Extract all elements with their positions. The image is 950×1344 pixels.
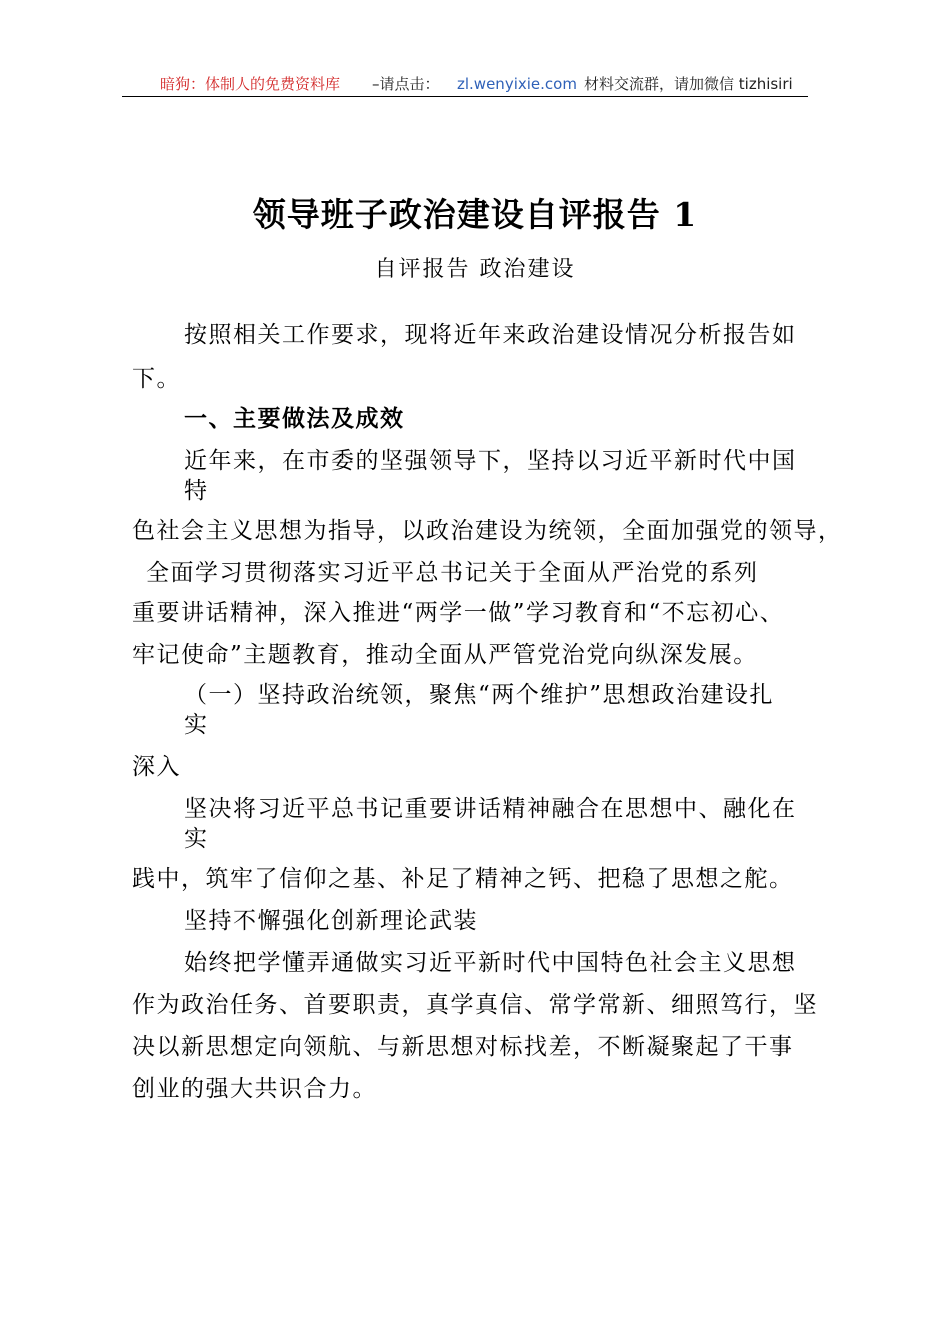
page-header [122, 74, 808, 97]
body-line: 作为政治任务、首要职责，真学真信、常学常新、细照笃行，坚 [132, 992, 818, 1018]
header-click-prompt: –请点击： [372, 75, 440, 93]
header-site-name: 暗狗：体制人的免费资料库 [160, 75, 341, 93]
subsection-heading: 实 [184, 712, 209, 738]
body-line: 坚持不懈强化创新理论武装 [184, 908, 478, 934]
body-line: 始终把学懂弄通做实习近平新时代中国特色社会主义思想 [184, 950, 797, 976]
subsection-heading: （一）坚持政治统领，聚焦“两个维护”思想政治建设扎 [184, 682, 775, 708]
body-line: 全面学习贯彻落实习近平总书记关于全面从严治党的系列 [146, 560, 759, 586]
body-line: 特 [184, 478, 209, 504]
header-wechat-note: 材料交流群，请加微信 tizhisiri [584, 75, 793, 93]
body-line: 牢记使命”主题教育，推动全面从严管党治党向纵深发展。 [132, 642, 758, 668]
body-line: 按照相关工作要求，现将近年来政治建设情况分析报告如 [184, 322, 797, 348]
header-link[interactable]: zl.wenyixie.com [457, 75, 577, 93]
body-line: 近年来，在市委的坚强领导下，坚持以习近平新时代中国 [184, 448, 797, 474]
document-title: 领导班子政治建设自评报告 1 [252, 195, 698, 234]
body-line: 重要讲话精神，深入推进“两学一做”学习教育和“不忘初心、 [132, 600, 785, 626]
document-subtitle: 自评报告 政治建设 [374, 257, 576, 282]
section-heading: 一、主要做法及成效 [184, 405, 405, 432]
body-line: 实 [184, 826, 209, 852]
body-line: 下。 [132, 366, 181, 392]
body-line: 决以新思想定向领航、与新思想对标找差，不断凝聚起了干事 [132, 1034, 794, 1060]
body-line: 坚决将习近平总书记重要讲话精神融合在思想中、融化在 [184, 796, 797, 822]
body-line: 践中，筑牢了信仰之基、补足了精神之钙、把稳了思想之舵。 [132, 866, 794, 892]
body-line: 色社会主义思想为指导，以政治建设为统领，全面加强党的领导， [132, 518, 843, 544]
body-line: 深入 [132, 754, 181, 780]
body-line: 创业的强大共识合力。 [132, 1076, 377, 1102]
